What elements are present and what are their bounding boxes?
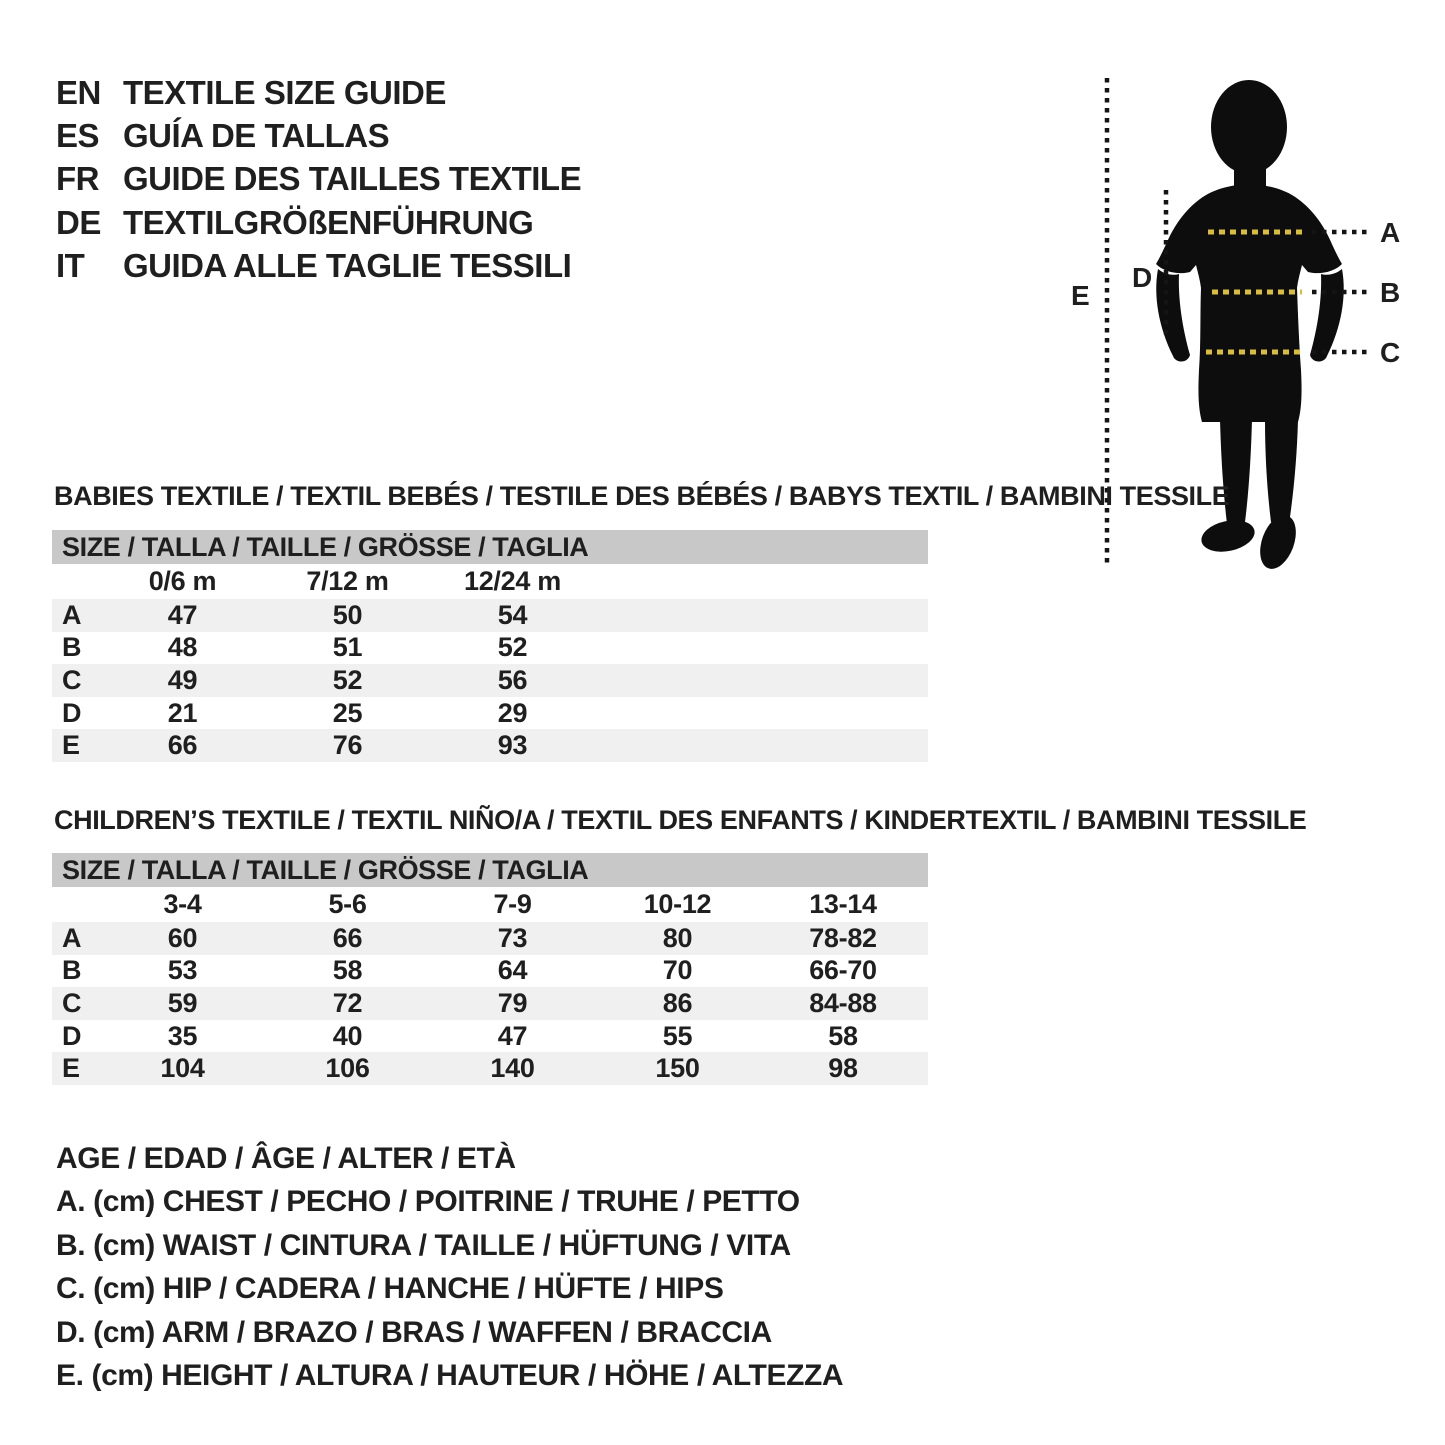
table-cell: 106 (325, 1053, 370, 1084)
table-row (52, 664, 928, 697)
column-header: 7/12 m (306, 566, 389, 596)
legend-arm: D. (cm) ARM / BRAZO / BRAS / WAFFEN / BRACCIA (56, 1315, 772, 1349)
language-code: IT (56, 247, 85, 285)
language-row-fr (56, 158, 581, 201)
table-cell: 56 (497, 664, 528, 695)
column-header: 5-6 (328, 889, 367, 919)
table-cell: 52 (332, 664, 363, 695)
size-header-bar (52, 530, 928, 564)
table-cell: 72 (332, 987, 363, 1018)
table-cell: 93 (497, 730, 528, 761)
table-cell: 54 (497, 599, 528, 630)
table-cell: 60 (167, 922, 198, 953)
table-cell: 47 (167, 599, 198, 630)
children-section-title: CHILDREN’S TEXTILE / TEXTIL NIÑO/A / TEXTIL DES ENFANTS / KINDERTEXTIL / BAMBINI TESSILE (54, 805, 1307, 835)
row-label: A (62, 599, 82, 630)
table-cell: 35 (167, 1020, 198, 1051)
legend-hip: C. (cm) HIP / CADERA / HANCHE / HÜFTE / HIPS (56, 1272, 724, 1306)
row-label: C (62, 987, 82, 1018)
table-column-headers (52, 887, 928, 922)
table-cell: 84-88 (809, 987, 877, 1018)
figure-label-a: A (1380, 217, 1401, 248)
table-cell: 58 (828, 1020, 858, 1051)
size-header-label: SIZE / TALLA / TAILLE / GRÖSSE / TAGLIA (62, 854, 589, 885)
measurement-legend (56, 1137, 843, 1397)
size-header-bar (52, 853, 928, 887)
figure-label-c: C (1380, 337, 1401, 368)
table-column-headers (52, 564, 928, 599)
table-cell: 150 (655, 1053, 700, 1084)
babies-section-title: BABIES TEXTILE / TEXTIL BEBÉS / TESTILE DES BÉBÉS / BABYS TEXTIL / BAMBINI TESSILE (54, 481, 1230, 511)
row-label: B (62, 632, 82, 663)
babies-size-table (52, 530, 928, 762)
guide-title: TEXTILGRÖßENFÜHRUNG (123, 203, 534, 241)
guide-title: TEXTILE SIZE GUIDE (123, 73, 446, 111)
language-row-es (56, 114, 581, 157)
table-cell: 76 (332, 730, 363, 761)
table-cell: 52 (497, 632, 528, 663)
table-cell: 25 (332, 697, 363, 728)
table-cell: 98 (828, 1053, 858, 1084)
table-row (52, 729, 928, 762)
language-code: EN (56, 73, 101, 111)
figure-label-e: E (1071, 280, 1090, 311)
table-cell: 86 (662, 987, 693, 1018)
language-title-block (56, 71, 581, 288)
column-header: 12/24 m (464, 566, 561, 596)
table-row (52, 599, 928, 632)
table-cell: 79 (497, 987, 528, 1018)
guide-title: GUIDE DES TAILLES TEXTILE (123, 160, 582, 198)
table-cell: 64 (497, 955, 528, 986)
language-code: FR (56, 160, 99, 198)
table-row (52, 1020, 928, 1053)
table-cell: 49 (167, 664, 198, 695)
figure-label-b: B (1380, 277, 1401, 308)
legend-chest: A. (cm) CHEST / PECHO / POITRINE / TRUHE / PETTO (56, 1185, 800, 1219)
table-cell: 40 (332, 1020, 363, 1051)
language-row-it (56, 245, 581, 288)
row-label: E (62, 730, 80, 761)
table-cell: 58 (332, 955, 363, 986)
table-cell: 48 (167, 632, 198, 663)
table-row (52, 987, 928, 1020)
children-size-table (52, 853, 928, 1085)
table-cell: 47 (497, 1020, 528, 1051)
column-header: 0/6 m (148, 566, 217, 596)
table-cell: 50 (332, 599, 363, 630)
language-code: DE (56, 203, 101, 241)
legend-age: AGE / EDAD / ÂGE / ALTER / ETÀ (56, 1142, 516, 1175)
table-row (52, 1052, 928, 1085)
size-header-label: SIZE / TALLA / TAILLE / GRÖSSE / TAGLIA (62, 531, 589, 562)
legend-height: E. (cm) HEIGHT / ALTURA / HAUTEUR / HÖHE / ALTEZZA (56, 1358, 844, 1392)
table-cell: 80 (662, 922, 693, 953)
table-row (52, 697, 928, 730)
guide-title: GUIDA ALLE TAGLIE TESSILI (123, 247, 572, 285)
table-cell: 104 (160, 1053, 205, 1084)
table-cell: 70 (662, 955, 693, 986)
row-label: B (62, 955, 82, 986)
table-cell: 29 (497, 697, 528, 728)
legend-waist: B. (cm) WAIST / CINTURA / TAILLE / HÜFTUNG / VITA (56, 1228, 791, 1262)
column-header: 7-9 (493, 889, 532, 919)
table-cell: 66-70 (809, 955, 877, 986)
table-cell: 21 (167, 697, 198, 728)
row-label: C (62, 664, 82, 695)
guide-title: GUÍA DE TALLAS (123, 117, 390, 155)
row-label: A (62, 922, 82, 953)
table-row (52, 955, 928, 988)
table-cell: 140 (490, 1053, 535, 1084)
row-label: E (62, 1053, 80, 1084)
table-row (52, 922, 928, 955)
row-label: D (62, 697, 82, 728)
figure-label-d: D (1132, 262, 1153, 293)
table-cell: 78-82 (809, 922, 877, 953)
column-header: 13-14 (809, 889, 877, 919)
column-header: 10-12 (643, 889, 712, 919)
table-cell: 66 (332, 922, 363, 953)
language-code: ES (56, 117, 100, 155)
table-cell: 55 (662, 1020, 693, 1051)
table-row (52, 632, 928, 665)
table-cell: 53 (167, 955, 198, 986)
table-cell: 59 (167, 987, 198, 1018)
row-label: D (62, 1020, 82, 1051)
language-row-de (56, 201, 581, 244)
table-cell: 73 (497, 922, 528, 953)
table-cell: 66 (167, 730, 198, 761)
column-header: 3-4 (163, 889, 202, 919)
language-row-en (56, 71, 581, 114)
table-cell: 51 (332, 632, 363, 663)
